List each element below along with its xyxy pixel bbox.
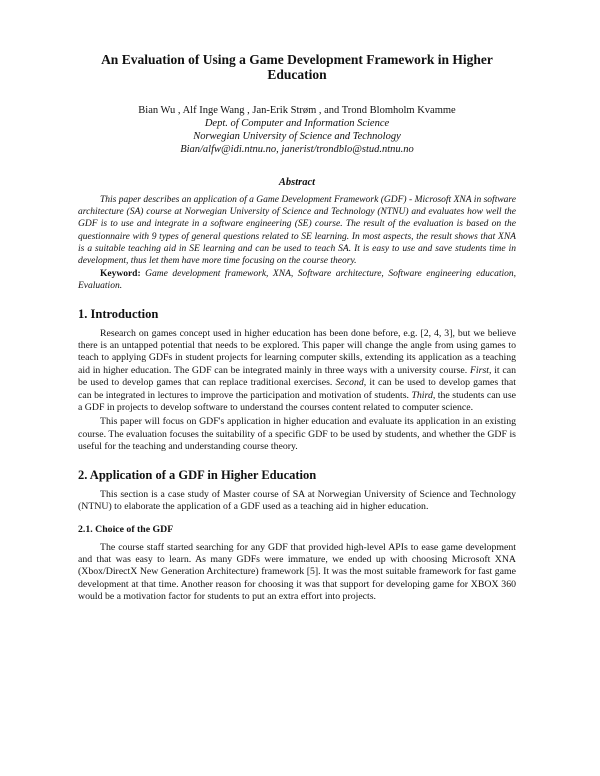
- section-2-heading: 2. Application of a GDF in Higher Education: [78, 467, 317, 482]
- emphasis-third: Third: [411, 389, 433, 401]
- keywords: [78, 268, 516, 292]
- text-span: , it can be used to develop games that can be integrated in lectures to improve the participation and motivation of students.: [78, 377, 516, 401]
- section-1-heading: 1. Introduction: [78, 306, 159, 321]
- emphasis-second: Second: [335, 377, 364, 389]
- abstract-heading: Abstract: [278, 177, 316, 188]
- author-list: Bian Wu , Alf Inge Wang , Jan-Erik Strøm , and Trond Blomholm Kvamme: [138, 105, 456, 116]
- section-1-paragraph-1: [78, 328, 516, 415]
- keyword-list: Game development framework, XNA, Software architecture, Software engineering education, Evaluation.: [78, 269, 516, 292]
- text-span: , the students can use a GDF in projects to develop software to understand the courses content related to computer science.: [78, 389, 516, 414]
- paper-page: [78, 52, 516, 604]
- paper-title: An Evaluation of Using a Game Development Framework in Higher Education: [101, 52, 493, 82]
- section-2-1-paragraph-1: The course staff started searching for any GDF that provided high-level APIs to ease game development and that was easy to learn. As many GDFs were immature, we ended up with choosing Microsoft XNA (Xbox/DirectX New Generation Architecture) framework [5]. It was the most suitable framework for fast game development at that time. Another reason for choosing it was that support for developing game for XBOX 360 would be a motivation factor for students to put an extra effort into projects.: [78, 541, 516, 603]
- keyword-label: Keyword:: [100, 269, 141, 280]
- text-span: , it can be used to develop games that can replace traditional exercises.: [78, 364, 516, 389]
- emails: Bian/alfw@idi.ntnu.no, janerist/trondblo@stud.ntnu.no: [180, 144, 414, 155]
- subsection-2-1-heading: 2.1. Choice of the GDF: [78, 523, 174, 535]
- text-span: Research on games concept used in higher education has been done before, e.g. [2, 4, 3], but we believe there is an untapped potential that needs to be explored. This paper will change the angle from using games to teach to applying GDFs in student projects for learning computer skills, extending its application as a teaching aid in higher education. The GDF can be integrated mainly in three ways with a university course.: [78, 327, 516, 376]
- department: Dept. of Computer and Information Science: [204, 118, 390, 129]
- emphasis-first: First: [469, 364, 490, 376]
- university: Norwegian University of Science and Technology: [193, 131, 401, 142]
- section-2-paragraph-1: This section is a case study of Master course of SA at Norwegian University of Science and Technology (NTNU) to elaborate the application of a GDF used as a teaching aid in higher education.: [78, 488, 516, 513]
- abstract-text: This paper describes an application of a Game Development Framework (GDF) - Microsoft XNA in software architecture (SA) course at Norwegian University of Science and Technology (NTNU) and evaluates how well the GDF is to use and integrate in a software engineering (SE) course. The result of the evaluation is based on the questionnaire with 9 types of general questions related to SE learning. In most aspects, the result shows that XNA is a suitable teaching aid in SE learning and can be used to teach SA. It is easy to use and save students time in development, thus let them have more time focusing on the course theory.: [78, 195, 516, 267]
- section-1-paragraph-2: This paper will focus on GDF's application in higher education and evaluate its application in an existing course. The evaluation focuses the suitability of a specific GDF to be used by students, and whether the GDF is useful for the teaching and understanding course theory.: [78, 416, 516, 453]
